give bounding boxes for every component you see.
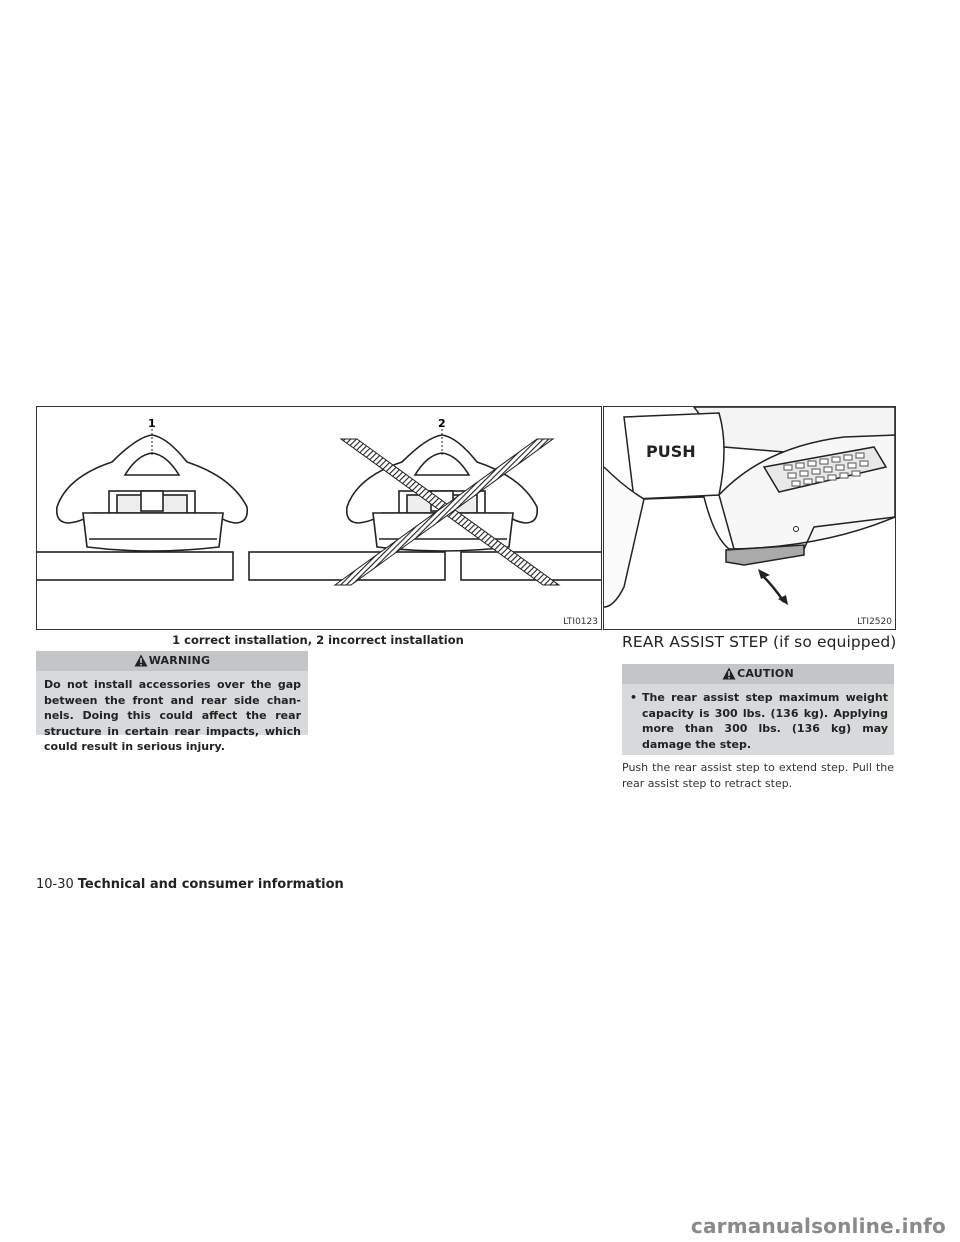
caution-header <box>622 664 894 684</box>
label-2: 2 <box>438 417 446 430</box>
warning-box <box>36 651 308 753</box>
footer-section-title: Technical and consumer information <box>77 877 344 892</box>
bracket-correct <box>57 435 248 551</box>
page-number: 10-30 <box>36 877 74 892</box>
instruction-paragraph: Push the rear assist step to extend step. Pull the rear assist step to retract step. <box>622 761 894 790</box>
figure-caption: 1 correct installation, 2 incorrect installation <box>172 633 464 647</box>
push-label: PUSH <box>646 442 696 461</box>
page-footer <box>36 877 344 892</box>
watermark: carmanualsonline.info <box>690 1214 946 1238</box>
rear-step-figure <box>603 406 896 630</box>
rear-step-illustration <box>604 407 895 629</box>
label-1: 1 <box>148 417 156 430</box>
installation-figure <box>36 406 602 630</box>
installation-illustration <box>37 407 601 629</box>
section-heading: REAR ASSIST STEP (if so equipped) <box>622 633 897 651</box>
figure-code-right: LTI2520 <box>857 617 892 627</box>
warning-title: WARNING <box>148 654 211 667</box>
warning-triangle-icon <box>134 654 148 674</box>
figure-code: LTI0123 <box>563 617 598 627</box>
caution-text: The rear assist step maximum weight capacity is 300 lbs. (136 kg). Applying more than 300 lbs. (136 kg) may damage the step. <box>642 691 888 751</box>
caution-title: CAUTION <box>737 667 794 680</box>
warning-text: Do not install accessories over the gap between the front and rear side chan-nels. Doing this could affect the rear structure in certain rear impacts, which could result in serious injury. <box>44 678 301 753</box>
bullet: • <box>630 691 638 704</box>
caution-item <box>622 684 894 758</box>
warning-header <box>36 651 308 671</box>
caution-box <box>622 664 894 755</box>
caution-triangle-icon <box>722 667 736 687</box>
